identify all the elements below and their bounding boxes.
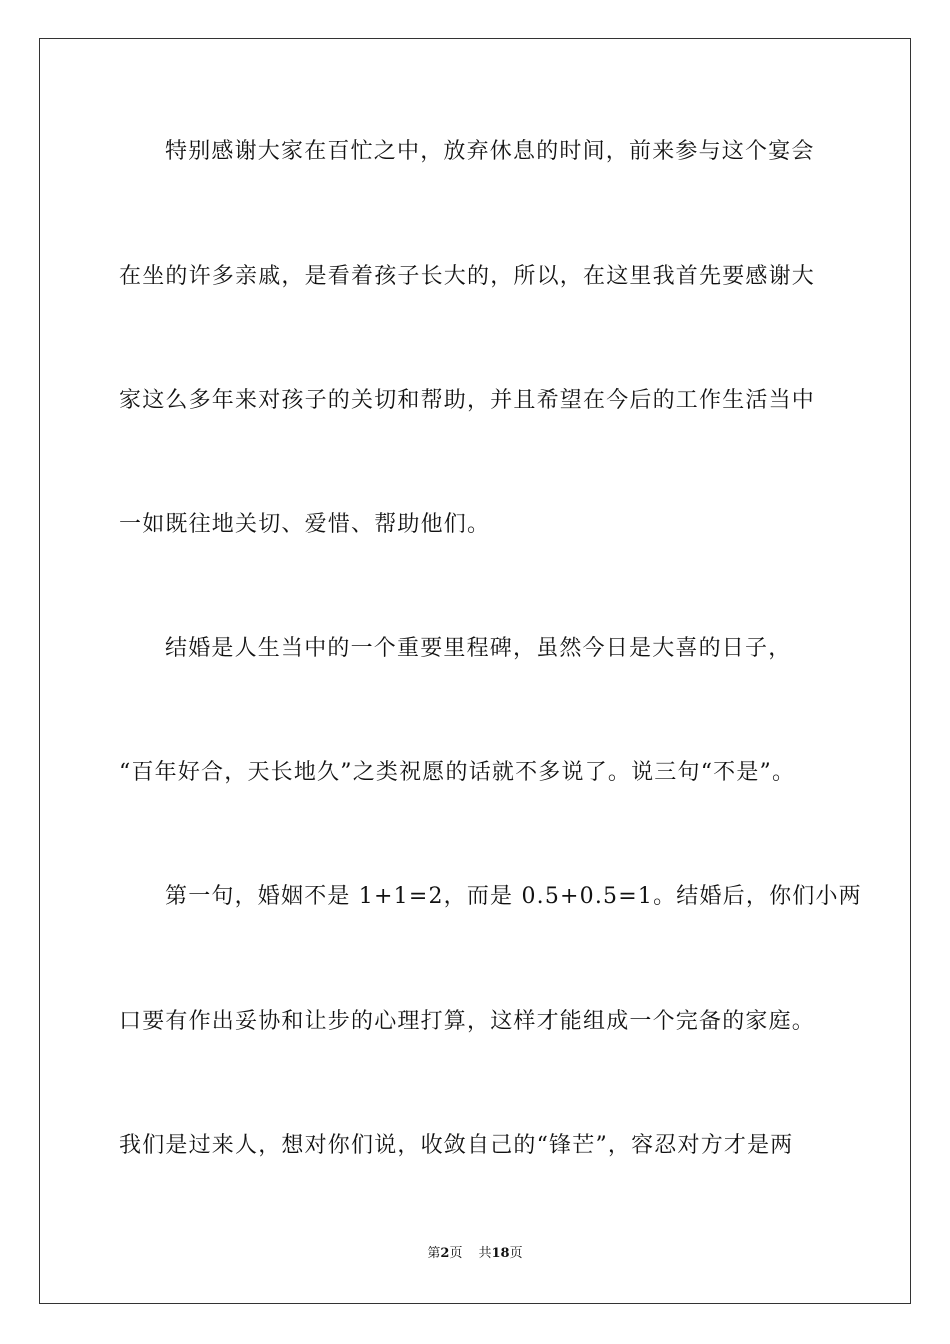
- paragraph-line-5: 结婚是人生当中的一个重要里程碑，虽然今日是大喜的日子，: [165, 636, 792, 661]
- total-prefix: 共: [478, 1246, 492, 1261]
- page-suffix: 页: [449, 1246, 463, 1261]
- page-footer: [0, 1245, 950, 1263]
- total-suffix: 页: [509, 1246, 523, 1261]
- paragraph-line-9: 我们是过来人，想对你们说，收敛自己的“锋芒”，容忍对方才是两: [119, 1133, 794, 1158]
- page-prefix: 第: [427, 1246, 441, 1261]
- page-border: [39, 38, 911, 1304]
- total-pages: 18: [491, 1246, 510, 1261]
- paragraph-line-4: 一如既往地关切、爱惜、帮助他们。: [119, 512, 491, 537]
- paragraph-line-8: 口要有作出妥协和让步的心理打算，这样才能组成一个完备的家庭。: [119, 1009, 816, 1034]
- page-number: 2: [440, 1246, 450, 1261]
- paragraph-line-1: 特别感谢大家在百忙之中，放弃休息的时间，前来参与这个宴会: [165, 139, 815, 164]
- paragraph-line-2: 在坐的许多亲戚，是看着孩子长大的，所以，在这里我首先要感谢大: [119, 264, 816, 289]
- paragraph-line-7: 第一句，婚姻不是 1+1=2，而是 0.5+0.5=1。结婚后，你们小两: [165, 884, 862, 909]
- paragraph-line-6: “百年好合，天长地久”之类祝愿的话就不多说了。说三句“不是”。: [119, 760, 796, 785]
- paragraph-line-3: 家这么多年来对孩子的关切和帮助，并且希望在今后的工作生活当中: [119, 388, 816, 413]
